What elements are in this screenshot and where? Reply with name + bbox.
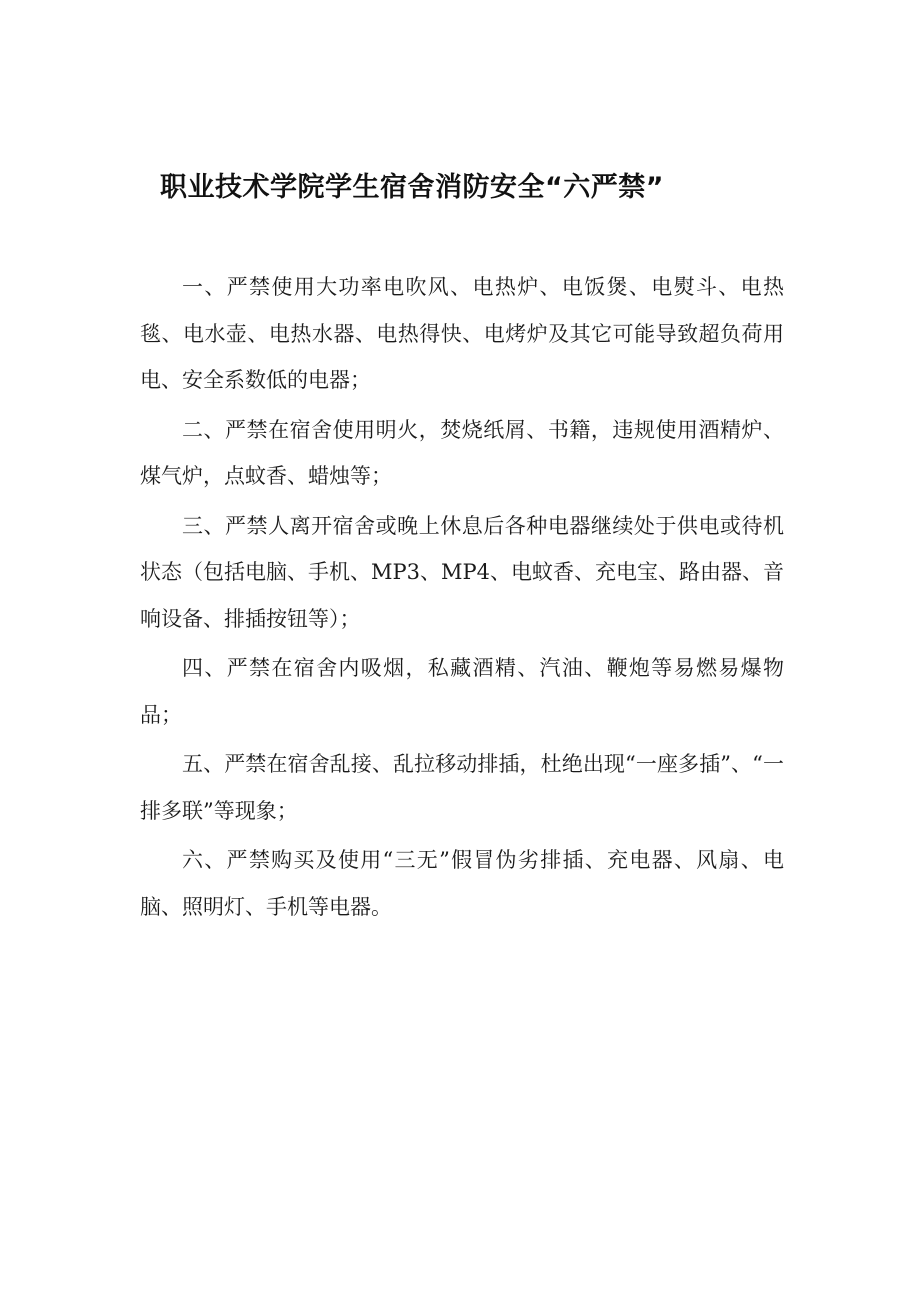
document-title: 职业技术学院学生宿舍消防安全“六严禁” (160, 172, 664, 203)
rule-paragraph-5: 五、严禁在宿舍乱接、乱拉移动排插，杜绝出现“一座多插”、“一排多联”等现象； (140, 752, 784, 823)
rule-paragraph-1: 一、严禁使用大功率电吹风、电热炉、电饭煲、电熨斗、电热毯、电水壶、电热水器、电热得快、电烤炉及其它可能导致超负荷用电、安全系数低的电器； (140, 275, 784, 392)
rule-paragraph-2: 二、严禁在宿舍使用明火，焚烧纸屑、书籍，违规使用酒精炉、煤气炉，点蚊香、蜡烛等； (140, 417, 784, 488)
rule-paragraph-3: 三、严禁人离开宿舍或晚上休息后各种电器继续处于供电或待机状态（包括电脑、手机、MP3、MP4、电蚊香、充电宝、路由器、音响设备、排插按钮等）； (140, 513, 784, 631)
rule-paragraph-4: 四、严禁在宿舍内吸烟，私藏酒精、汽油、鞭炮等易燃易爆物品； (140, 656, 784, 727)
document-body (140, 264, 784, 933)
rule-paragraph-6: 六、严禁购买及使用“三无”假冒伪劣排插、充电器、风扇、电脑、照明灯、手机等电器。 (140, 848, 784, 919)
